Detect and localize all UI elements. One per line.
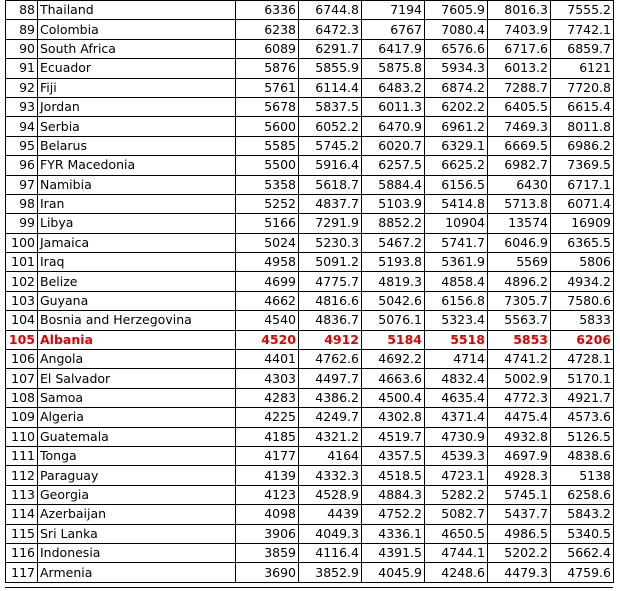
table-row: [6, 485, 614, 504]
value-cell-4[interactable]: 5361.9: [425, 253, 488, 272]
value-cell-3[interactable]: 6483.2: [362, 78, 425, 97]
value-cell-3[interactable]: 6417.9: [362, 39, 425, 58]
table-row: [6, 272, 614, 291]
rank-cell[interactable]: 104: [6, 311, 38, 330]
rank-cell[interactable]: 92: [6, 78, 38, 97]
country-cell[interactable]: Thailand: [38, 1, 236, 20]
value-cell-2[interactable]: 6744.8: [299, 1, 362, 20]
rank-cell[interactable]: 99: [6, 214, 38, 233]
value-cell-6[interactable]: 4838.6: [551, 446, 614, 465]
value-cell-2[interactable]: 4497.7: [299, 369, 362, 388]
rank-cell[interactable]: 97: [6, 175, 38, 194]
table-row: [6, 350, 614, 369]
value-cell-2[interactable]: 4837.7: [299, 194, 362, 213]
value-cell-6[interactable]: 6071.4: [551, 194, 614, 213]
value-cell-2[interactable]: 6472.3: [299, 20, 362, 39]
value-cell-1[interactable]: 6089: [236, 39, 299, 58]
country-cell[interactable]: Samoa: [38, 388, 236, 407]
value-cell-3[interactable]: 5042.6: [362, 291, 425, 310]
rank-cell[interactable]: 94: [6, 117, 38, 136]
rank-cell[interactable]: 111: [6, 446, 38, 465]
value-cell-2[interactable]: 4762.6: [299, 350, 362, 369]
value-cell-4[interactable]: 4744.1: [425, 543, 488, 562]
rank-cell[interactable]: 105: [6, 330, 38, 349]
rank-cell[interactable]: 89: [6, 20, 38, 39]
country-cell[interactable]: FYR Macedonia: [38, 156, 236, 175]
country-cell[interactable]: Namibia: [38, 175, 236, 194]
value-cell-3[interactable]: 5184: [362, 330, 425, 349]
value-cell-4[interactable]: 5518: [425, 330, 488, 349]
rank-cell[interactable]: 108: [6, 388, 38, 407]
rank-cell[interactable]: 112: [6, 466, 38, 485]
table-row: [6, 543, 614, 562]
value-cell-2[interactable]: 4332.3: [299, 466, 362, 485]
value-cell-1[interactable]: 3859: [236, 543, 299, 562]
value-cell-2[interactable]: 5745.2: [299, 136, 362, 155]
country-cell[interactable]: Jordan: [38, 97, 236, 116]
table-row: [6, 214, 614, 233]
value-cell-1[interactable]: 3906: [236, 524, 299, 543]
value-cell-1[interactable]: 4540: [236, 311, 299, 330]
table-row: [6, 369, 614, 388]
value-cell-4[interactable]: 5741.7: [425, 233, 488, 252]
value-cell-3[interactable]: 5875.8: [362, 59, 425, 78]
table-row: [6, 446, 614, 465]
value-cell-5[interactable]: 4932.8: [488, 427, 551, 446]
value-cell-6[interactable]: 7580.6: [551, 291, 614, 310]
value-cell-2[interactable]: 5230.3: [299, 233, 362, 252]
table-row: [6, 117, 614, 136]
value-cell-6[interactable]: 8011.8: [551, 117, 614, 136]
rank-cell[interactable]: 102: [6, 272, 38, 291]
value-cell-3[interactable]: 4357.5: [362, 446, 425, 465]
value-cell-1[interactable]: 4185: [236, 427, 299, 446]
value-cell-6[interactable]: 5138: [551, 466, 614, 485]
value-cell-6[interactable]: 6717.1: [551, 175, 614, 194]
rank-cell[interactable]: 88: [6, 1, 38, 20]
value-cell-6[interactable]: 5126.5: [551, 427, 614, 446]
table-bottom-border: [5, 587, 613, 588]
value-cell-6[interactable]: 4934.2: [551, 272, 614, 291]
value-cell-5[interactable]: 6717.6: [488, 39, 551, 58]
value-cell-5[interactable]: 7305.7: [488, 291, 551, 310]
value-cell-1[interactable]: 5252: [236, 194, 299, 213]
value-cell-4[interactable]: 5082.7: [425, 505, 488, 524]
value-cell-4[interactable]: 4858.4: [425, 272, 488, 291]
table-row: [6, 311, 614, 330]
country-cell[interactable]: Guyana: [38, 291, 236, 310]
value-cell-4[interactable]: 4371.4: [425, 408, 488, 427]
rank-cell[interactable]: 93: [6, 97, 38, 116]
value-cell-2[interactable]: 4528.9: [299, 485, 362, 504]
table-body: [6, 1, 614, 583]
value-cell-2[interactable]: 5837.5: [299, 97, 362, 116]
value-cell-1[interactable]: 4520: [236, 330, 299, 349]
value-cell-5[interactable]: 4928.3: [488, 466, 551, 485]
value-cell-3[interactable]: 4336.1: [362, 524, 425, 543]
value-cell-3[interactable]: 7194: [362, 1, 425, 20]
value-cell-4[interactable]: 5414.8: [425, 194, 488, 213]
value-cell-1[interactable]: 5600: [236, 117, 299, 136]
value-cell-4[interactable]: 6156.5: [425, 175, 488, 194]
country-cell[interactable]: Tonga: [38, 446, 236, 465]
value-cell-3[interactable]: 6470.9: [362, 117, 425, 136]
value-cell-3[interactable]: 5467.2: [362, 233, 425, 252]
rank-cell[interactable]: 113: [6, 485, 38, 504]
table-row: [6, 194, 614, 213]
value-cell-1[interactable]: 5876: [236, 59, 299, 78]
value-cell-5[interactable]: 5853: [488, 330, 551, 349]
country-cell[interactable]: South Africa: [38, 39, 236, 58]
country-cell[interactable]: Paraguay: [38, 466, 236, 485]
value-cell-5[interactable]: 5002.9: [488, 369, 551, 388]
value-cell-3[interactable]: 5076.1: [362, 311, 425, 330]
rank-cell[interactable]: 96: [6, 156, 38, 175]
table-row: [6, 175, 614, 194]
value-cell-3[interactable]: 4663.6: [362, 369, 425, 388]
value-cell-5[interactable]: 5713.8: [488, 194, 551, 213]
table-row: [6, 563, 614, 582]
rank-cell[interactable]: 103: [6, 291, 38, 310]
value-cell-1[interactable]: 4958: [236, 253, 299, 272]
value-cell-1[interactable]: 4401: [236, 350, 299, 369]
value-cell-3[interactable]: 4692.2: [362, 350, 425, 369]
value-cell-3[interactable]: 4819.3: [362, 272, 425, 291]
country-cell[interactable]: Guatemala: [38, 427, 236, 446]
country-cell[interactable]: Bosnia and Herzegovina: [38, 311, 236, 330]
rank-cell[interactable]: 100: [6, 233, 38, 252]
value-cell-5[interactable]: 5745.1: [488, 485, 551, 504]
value-cell-4[interactable]: 4635.4: [425, 388, 488, 407]
value-cell-4[interactable]: 4248.6: [425, 563, 488, 582]
value-cell-6[interactable]: 4759.6: [551, 563, 614, 582]
country-cell[interactable]: Serbia: [38, 117, 236, 136]
value-cell-5[interactable]: 5437.7: [488, 505, 551, 524]
value-cell-4[interactable]: 5934.3: [425, 59, 488, 78]
value-cell-4[interactable]: 6329.1: [425, 136, 488, 155]
value-cell-2[interactable]: 4116.4: [299, 543, 362, 562]
value-cell-6[interactable]: 7555.2: [551, 1, 614, 20]
rank-cell[interactable]: 106: [6, 350, 38, 369]
value-cell-2[interactable]: 4164: [299, 446, 362, 465]
value-cell-1[interactable]: 4098: [236, 505, 299, 524]
value-cell-5[interactable]: 6669.5: [488, 136, 551, 155]
value-cell-3[interactable]: 5193.8: [362, 253, 425, 272]
value-cell-2[interactable]: 5855.9: [299, 59, 362, 78]
table-row: [6, 253, 614, 272]
value-cell-1[interactable]: 4283: [236, 388, 299, 407]
country-cell[interactable]: Belarus: [38, 136, 236, 155]
table-row: [6, 427, 614, 446]
value-cell-2[interactable]: 5916.4: [299, 156, 362, 175]
value-cell-5[interactable]: 5569: [488, 253, 551, 272]
value-cell-4[interactable]: 4730.9: [425, 427, 488, 446]
value-cell-3[interactable]: 6767: [362, 20, 425, 39]
country-cell[interactable]: Azerbaijan: [38, 505, 236, 524]
value-cell-4[interactable]: 7080.4: [425, 20, 488, 39]
value-cell-4[interactable]: 10904: [425, 214, 488, 233]
table-row: [6, 39, 614, 58]
value-cell-6[interactable]: 5843.2: [551, 505, 614, 524]
table-row-highlighted: [6, 330, 614, 349]
table-row: [6, 20, 614, 39]
table-row: [6, 156, 614, 175]
value-cell-4[interactable]: 4714: [425, 350, 488, 369]
value-cell-6[interactable]: 4921.7: [551, 388, 614, 407]
value-cell-3[interactable]: 4518.5: [362, 466, 425, 485]
value-cell-1[interactable]: 4662: [236, 291, 299, 310]
value-cell-2[interactable]: 3852.9: [299, 563, 362, 582]
value-cell-1[interactable]: 4139: [236, 466, 299, 485]
value-cell-6[interactable]: 6365.5: [551, 233, 614, 252]
value-cell-1[interactable]: 4303: [236, 369, 299, 388]
value-cell-3[interactable]: 5884.4: [362, 175, 425, 194]
rank-cell[interactable]: 91: [6, 59, 38, 78]
value-cell-3[interactable]: 4302.8: [362, 408, 425, 427]
value-cell-5[interactable]: 8016.3: [488, 1, 551, 20]
table-row: [6, 97, 614, 116]
value-cell-4[interactable]: 6874.2: [425, 78, 488, 97]
country-cell[interactable]: Algeria: [38, 408, 236, 427]
table-row: [6, 78, 614, 97]
table-row: [6, 505, 614, 524]
value-cell-1[interactable]: 6238: [236, 20, 299, 39]
value-cell-2[interactable]: 5091.2: [299, 253, 362, 272]
value-cell-4[interactable]: 6202.2: [425, 97, 488, 116]
rank-cell[interactable]: 114: [6, 505, 38, 524]
value-cell-1[interactable]: 3690: [236, 563, 299, 582]
value-cell-2[interactable]: 4816.6: [299, 291, 362, 310]
value-cell-4[interactable]: 5323.4: [425, 311, 488, 330]
country-cell[interactable]: Colombia: [38, 20, 236, 39]
value-cell-2[interactable]: 4439: [299, 505, 362, 524]
value-cell-4[interactable]: 7605.9: [425, 1, 488, 20]
value-cell-6[interactable]: 7369.5: [551, 156, 614, 175]
value-cell-5[interactable]: 7288.7: [488, 78, 551, 97]
value-cell-1[interactable]: 4225: [236, 408, 299, 427]
country-cell[interactable]: Iran: [38, 194, 236, 213]
rank-cell[interactable]: 90: [6, 39, 38, 58]
value-cell-3[interactable]: 4391.5: [362, 543, 425, 562]
country-cell[interactable]: Albania: [38, 330, 236, 349]
value-cell-6[interactable]: 6986.2: [551, 136, 614, 155]
country-cell[interactable]: Fiji: [38, 78, 236, 97]
value-cell-6[interactable]: 4573.6: [551, 408, 614, 427]
rank-cell[interactable]: 101: [6, 253, 38, 272]
rank-cell[interactable]: 109: [6, 408, 38, 427]
value-cell-5[interactable]: 6013.2: [488, 59, 551, 78]
table-row: [6, 1, 614, 20]
value-cell-3[interactable]: 6011.3: [362, 97, 425, 116]
rank-cell[interactable]: 110: [6, 427, 38, 446]
value-cell-6[interactable]: 5662.4: [551, 543, 614, 562]
value-cell-6[interactable]: 6206: [551, 330, 614, 349]
value-cell-4[interactable]: 6961.2: [425, 117, 488, 136]
table-row: [6, 524, 614, 543]
value-cell-1[interactable]: 5358: [236, 175, 299, 194]
value-cell-2[interactable]: 7291.9: [299, 214, 362, 233]
value-cell-1[interactable]: 4123: [236, 485, 299, 504]
value-cell-2[interactable]: 4386.2: [299, 388, 362, 407]
rank-cell[interactable]: 115: [6, 524, 38, 543]
country-cell[interactable]: Armenia: [38, 563, 236, 582]
table-row: [6, 466, 614, 485]
value-cell-6[interactable]: 4728.1: [551, 350, 614, 369]
value-cell-4[interactable]: 4832.4: [425, 369, 488, 388]
value-cell-6[interactable]: 6121: [551, 59, 614, 78]
value-cell-5[interactable]: 7403.9: [488, 20, 551, 39]
value-cell-5[interactable]: 4741.2: [488, 350, 551, 369]
table-row: [6, 291, 614, 310]
table-row: [6, 233, 614, 252]
value-cell-6[interactable]: 16909: [551, 214, 614, 233]
value-cell-2[interactable]: 4049.3: [299, 524, 362, 543]
value-cell-4[interactable]: 6156.8: [425, 291, 488, 310]
value-cell-3[interactable]: 5103.9: [362, 194, 425, 213]
value-cell-4[interactable]: 4539.3: [425, 446, 488, 465]
gdp-table: [5, 0, 614, 583]
value-cell-6[interactable]: 6615.4: [551, 97, 614, 116]
value-cell-1[interactable]: 4699: [236, 272, 299, 291]
country-cell[interactable]: Iraq: [38, 253, 236, 272]
value-cell-5[interactable]: 4479.3: [488, 563, 551, 582]
value-cell-1[interactable]: 5585: [236, 136, 299, 155]
value-cell-5[interactable]: 4697.9: [488, 446, 551, 465]
table-row: [6, 408, 614, 427]
country-cell[interactable]: Georgia: [38, 485, 236, 504]
value-cell-5[interactable]: 6430: [488, 175, 551, 194]
value-cell-6[interactable]: 5806: [551, 253, 614, 272]
value-cell-1[interactable]: 6336: [236, 1, 299, 20]
value-cell-2[interactable]: 6291.7: [299, 39, 362, 58]
value-cell-5[interactable]: 4772.3: [488, 388, 551, 407]
country-cell[interactable]: Jamaica: [38, 233, 236, 252]
value-cell-5[interactable]: 7469.3: [488, 117, 551, 136]
value-cell-2[interactable]: 6114.4: [299, 78, 362, 97]
rank-cell[interactable]: 116: [6, 543, 38, 562]
value-cell-2[interactable]: 4321.2: [299, 427, 362, 446]
value-cell-2[interactable]: 4836.7: [299, 311, 362, 330]
value-cell-5[interactable]: 6982.7: [488, 156, 551, 175]
value-cell-6[interactable]: 6258.6: [551, 485, 614, 504]
country-cell[interactable]: El Salvador: [38, 369, 236, 388]
value-cell-3[interactable]: 4752.2: [362, 505, 425, 524]
country-cell[interactable]: Libya: [38, 214, 236, 233]
rank-cell[interactable]: 98: [6, 194, 38, 213]
value-cell-3[interactable]: 6257.5: [362, 156, 425, 175]
value-cell-6[interactable]: 7742.1: [551, 20, 614, 39]
value-cell-1[interactable]: 5024: [236, 233, 299, 252]
rank-cell[interactable]: 117: [6, 563, 38, 582]
value-cell-2[interactable]: 4912: [299, 330, 362, 349]
value-cell-3[interactable]: 4045.9: [362, 563, 425, 582]
value-cell-2[interactable]: 6052.2: [299, 117, 362, 136]
value-cell-6[interactable]: 5340.5: [551, 524, 614, 543]
value-cell-3[interactable]: 8852.2: [362, 214, 425, 233]
value-cell-4[interactable]: 4723.1: [425, 466, 488, 485]
country-cell[interactable]: Belize: [38, 272, 236, 291]
value-cell-2[interactable]: 5618.7: [299, 175, 362, 194]
value-cell-1[interactable]: 5500: [236, 156, 299, 175]
value-cell-6[interactable]: 5170.1: [551, 369, 614, 388]
table-row: [6, 388, 614, 407]
value-cell-5[interactable]: 5563.7: [488, 311, 551, 330]
value-cell-3[interactable]: 4884.3: [362, 485, 425, 504]
value-cell-4[interactable]: 6625.2: [425, 156, 488, 175]
value-cell-5[interactable]: 4986.5: [488, 524, 551, 543]
value-cell-2[interactable]: 4249.7: [299, 408, 362, 427]
value-cell-6[interactable]: 7720.8: [551, 78, 614, 97]
value-cell-5[interactable]: 5202.2: [488, 543, 551, 562]
table-row: [6, 59, 614, 78]
value-cell-5[interactable]: 4475.4: [488, 408, 551, 427]
value-cell-1[interactable]: 4177: [236, 446, 299, 465]
value-cell-1[interactable]: 5678: [236, 97, 299, 116]
value-cell-6[interactable]: 6859.7: [551, 39, 614, 58]
value-cell-5[interactable]: 6405.5: [488, 97, 551, 116]
value-cell-3[interactable]: 4519.7: [362, 427, 425, 446]
country-cell[interactable]: Angola: [38, 350, 236, 369]
value-cell-3[interactable]: 6020.7: [362, 136, 425, 155]
rank-cell[interactable]: 95: [6, 136, 38, 155]
value-cell-5[interactable]: 13574: [488, 214, 551, 233]
value-cell-4[interactable]: 5282.2: [425, 485, 488, 504]
value-cell-1[interactable]: 5166: [236, 214, 299, 233]
value-cell-6[interactable]: 5833: [551, 311, 614, 330]
value-cell-5[interactable]: 4896.2: [488, 272, 551, 291]
rank-cell[interactable]: 107: [6, 369, 38, 388]
country-cell[interactable]: Ecuador: [38, 59, 236, 78]
value-cell-4[interactable]: 4650.5: [425, 524, 488, 543]
country-cell[interactable]: Sri Lanka: [38, 524, 236, 543]
value-cell-1[interactable]: 5761: [236, 78, 299, 97]
table-row: [6, 136, 614, 155]
value-cell-3[interactable]: 4500.4: [362, 388, 425, 407]
country-cell[interactable]: Indonesia: [38, 543, 236, 562]
value-cell-2[interactable]: 4775.7: [299, 272, 362, 291]
value-cell-4[interactable]: 6576.6: [425, 39, 488, 58]
value-cell-5[interactable]: 6046.9: [488, 233, 551, 252]
